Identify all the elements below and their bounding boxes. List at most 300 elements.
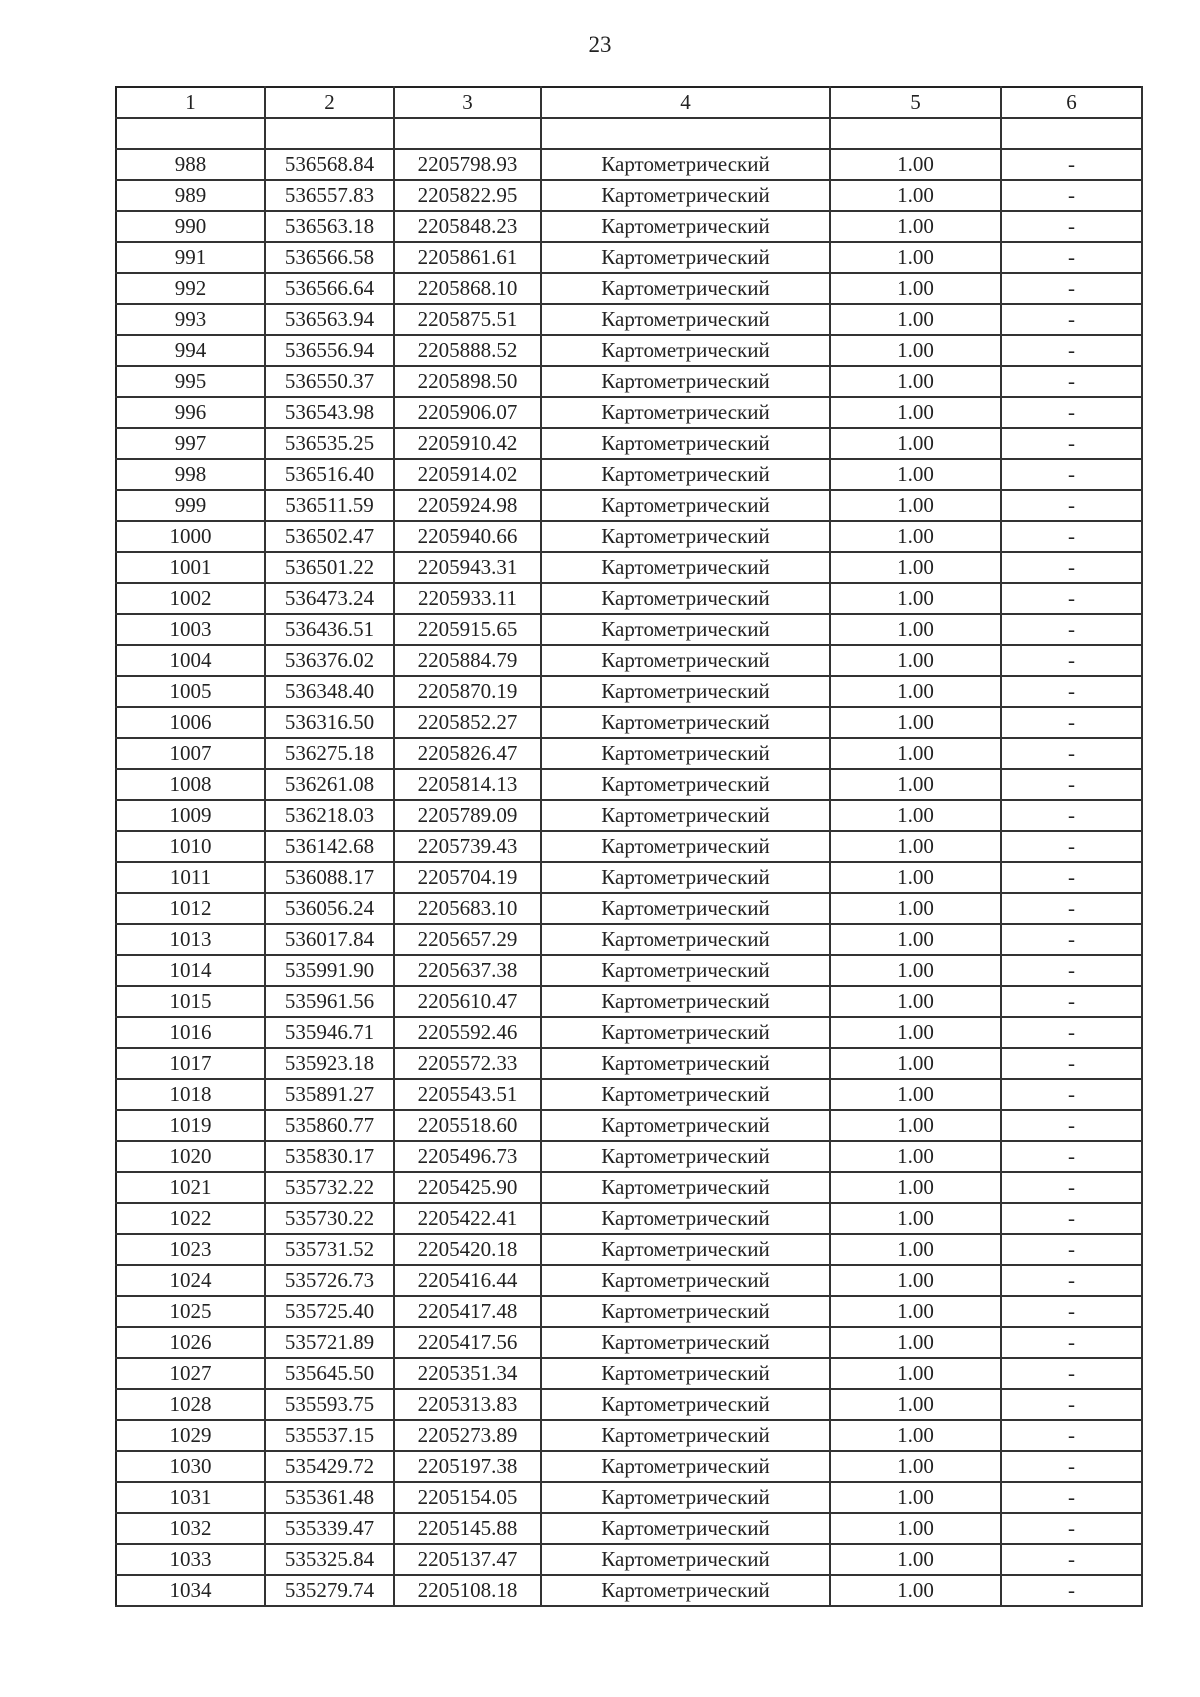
table-row xyxy=(116,614,1142,645)
x-coordinate-cell: 535730.22 xyxy=(265,1203,394,1234)
table-row xyxy=(116,1358,1142,1389)
table-row xyxy=(116,1420,1142,1451)
table-row xyxy=(116,1141,1142,1172)
y-coordinate-cell: 2205822.95 xyxy=(394,180,541,211)
table-row xyxy=(116,1482,1142,1513)
accuracy-cell: 1.00 xyxy=(830,335,1001,366)
method-cell: Картометрический xyxy=(541,1110,830,1141)
table-row xyxy=(116,1389,1142,1420)
x-coordinate-cell: 536563.94 xyxy=(265,304,394,335)
accuracy-cell: 1.00 xyxy=(830,1358,1001,1389)
accuracy-cell: 1.00 xyxy=(830,831,1001,862)
table-row xyxy=(116,149,1142,180)
accuracy-cell: 1.00 xyxy=(830,862,1001,893)
accuracy-cell: 1.00 xyxy=(830,242,1001,273)
table-row xyxy=(116,1513,1142,1544)
accuracy-cell: 1.00 xyxy=(830,614,1001,645)
method-cell: Картометрический xyxy=(541,459,830,490)
accuracy-cell: 1.00 xyxy=(830,676,1001,707)
table-row xyxy=(116,521,1142,552)
y-coordinate-cell: 2205848.23 xyxy=(394,211,541,242)
x-coordinate-cell: 535593.75 xyxy=(265,1389,394,1420)
y-coordinate-cell: 2205940.66 xyxy=(394,521,541,552)
point-number-cell: 1002 xyxy=(116,583,265,614)
accuracy-cell: 1.00 xyxy=(830,273,1001,304)
y-coordinate-cell: 2205814.13 xyxy=(394,769,541,800)
method-cell: Картометрический xyxy=(541,986,830,1017)
x-coordinate-cell: 536557.83 xyxy=(265,180,394,211)
x-coordinate-cell: 536550.37 xyxy=(265,366,394,397)
accuracy-cell: 1.00 xyxy=(830,1296,1001,1327)
x-coordinate-cell: 535732.22 xyxy=(265,1172,394,1203)
table-row xyxy=(116,180,1142,211)
point-number-cell: 1004 xyxy=(116,645,265,676)
column-header: 4 xyxy=(541,87,830,118)
description-cell: - xyxy=(1001,707,1142,738)
x-coordinate-cell: 536556.94 xyxy=(265,335,394,366)
y-coordinate-cell: 2205313.83 xyxy=(394,1389,541,1420)
x-coordinate-cell: 536275.18 xyxy=(265,738,394,769)
x-coordinate-cell: 536017.84 xyxy=(265,924,394,955)
y-coordinate-cell: 2205789.09 xyxy=(394,800,541,831)
description-cell: - xyxy=(1001,1451,1142,1482)
y-coordinate-cell: 2205924.98 xyxy=(394,490,541,521)
y-coordinate-cell: 2205273.89 xyxy=(394,1420,541,1451)
method-cell: Картометрический xyxy=(541,645,830,676)
description-cell: - xyxy=(1001,1513,1142,1544)
x-coordinate-cell: 536511.59 xyxy=(265,490,394,521)
description-cell: - xyxy=(1001,1079,1142,1110)
point-number-cell: 1005 xyxy=(116,676,265,707)
method-cell: Картометрический xyxy=(541,1017,830,1048)
y-coordinate-cell: 2205197.38 xyxy=(394,1451,541,1482)
y-coordinate-cell: 2205420.18 xyxy=(394,1234,541,1265)
x-coordinate-cell: 535279.74 xyxy=(265,1575,394,1606)
description-cell: - xyxy=(1001,428,1142,459)
point-number-cell: 989 xyxy=(116,180,265,211)
method-cell: Картометрический xyxy=(541,242,830,273)
accuracy-cell: 1.00 xyxy=(830,645,1001,676)
y-coordinate-cell: 2205637.38 xyxy=(394,955,541,986)
point-number-cell: 1019 xyxy=(116,1110,265,1141)
y-coordinate-cell: 2205704.19 xyxy=(394,862,541,893)
y-coordinate-cell: 2205739.43 xyxy=(394,831,541,862)
y-coordinate-cell: 2205422.41 xyxy=(394,1203,541,1234)
table-row xyxy=(116,273,1142,304)
accuracy-cell: 1.00 xyxy=(830,304,1001,335)
table-row xyxy=(116,211,1142,242)
point-number-cell: 996 xyxy=(116,397,265,428)
method-cell: Картометрический xyxy=(541,552,830,583)
y-coordinate-cell: 2205933.11 xyxy=(394,583,541,614)
point-number-cell: 991 xyxy=(116,242,265,273)
x-coordinate-cell: 536501.22 xyxy=(265,552,394,583)
x-coordinate-cell: 536261.08 xyxy=(265,769,394,800)
description-cell: - xyxy=(1001,211,1142,242)
table-row xyxy=(116,1234,1142,1265)
y-coordinate-cell: 2205943.31 xyxy=(394,552,541,583)
description-cell: - xyxy=(1001,1327,1142,1358)
y-coordinate-cell: 2205416.44 xyxy=(394,1265,541,1296)
y-coordinate-cell: 2205915.65 xyxy=(394,614,541,645)
method-cell: Картометрический xyxy=(541,924,830,955)
method-cell: Картометрический xyxy=(541,1544,830,1575)
x-coordinate-cell: 536348.40 xyxy=(265,676,394,707)
description-cell: - xyxy=(1001,490,1142,521)
accuracy-cell: 1.00 xyxy=(830,490,1001,521)
method-cell: Картометрический xyxy=(541,366,830,397)
accuracy-cell: 1.00 xyxy=(830,1141,1001,1172)
method-cell: Картометрический xyxy=(541,1358,830,1389)
y-coordinate-cell: 2205906.07 xyxy=(394,397,541,428)
method-cell: Картометрический xyxy=(541,1048,830,1079)
table-row xyxy=(116,1451,1142,1482)
y-coordinate-cell: 2205417.48 xyxy=(394,1296,541,1327)
table-body xyxy=(116,149,1142,1606)
x-coordinate-cell: 535731.52 xyxy=(265,1234,394,1265)
y-coordinate-cell: 2205496.73 xyxy=(394,1141,541,1172)
y-coordinate-cell: 2205683.10 xyxy=(394,893,541,924)
method-cell: Картометрический xyxy=(541,397,830,428)
point-number-cell: 1012 xyxy=(116,893,265,924)
y-coordinate-cell: 2205610.47 xyxy=(394,986,541,1017)
accuracy-cell: 1.00 xyxy=(830,552,1001,583)
point-number-cell: 1023 xyxy=(116,1234,265,1265)
accuracy-cell: 1.00 xyxy=(830,1048,1001,1079)
x-coordinate-cell: 535361.48 xyxy=(265,1482,394,1513)
y-coordinate-cell: 2205914.02 xyxy=(394,459,541,490)
description-cell: - xyxy=(1001,1389,1142,1420)
description-cell: - xyxy=(1001,1048,1142,1079)
table-row xyxy=(116,1296,1142,1327)
table-row xyxy=(116,490,1142,521)
point-number-cell: 997 xyxy=(116,428,265,459)
x-coordinate-cell: 536376.02 xyxy=(265,645,394,676)
y-coordinate-cell: 2205888.52 xyxy=(394,335,541,366)
x-coordinate-cell: 536566.64 xyxy=(265,273,394,304)
x-coordinate-cell: 536218.03 xyxy=(265,800,394,831)
point-number-cell: 1001 xyxy=(116,552,265,583)
table-row xyxy=(116,800,1142,831)
point-number-cell: 1026 xyxy=(116,1327,265,1358)
table-row xyxy=(116,1172,1142,1203)
description-cell: - xyxy=(1001,149,1142,180)
accuracy-cell: 1.00 xyxy=(830,397,1001,428)
method-cell: Картометрический xyxy=(541,955,830,986)
point-number-cell: 994 xyxy=(116,335,265,366)
y-coordinate-cell: 2205572.33 xyxy=(394,1048,541,1079)
point-number-cell: 1017 xyxy=(116,1048,265,1079)
description-cell: - xyxy=(1001,955,1142,986)
accuracy-cell: 1.00 xyxy=(830,707,1001,738)
point-number-cell: 1032 xyxy=(116,1513,265,1544)
x-coordinate-cell: 535946.71 xyxy=(265,1017,394,1048)
description-cell: - xyxy=(1001,676,1142,707)
y-coordinate-cell: 2205798.93 xyxy=(394,149,541,180)
accuracy-cell: 1.00 xyxy=(830,955,1001,986)
table-header-row xyxy=(116,87,1142,118)
point-number-cell: 988 xyxy=(116,149,265,180)
description-cell: - xyxy=(1001,304,1142,335)
table-row xyxy=(116,1327,1142,1358)
y-coordinate-cell: 2205417.56 xyxy=(394,1327,541,1358)
empty-cell xyxy=(394,118,541,149)
method-cell: Картометрический xyxy=(541,1296,830,1327)
y-coordinate-cell: 2205154.05 xyxy=(394,1482,541,1513)
point-number-cell: 1014 xyxy=(116,955,265,986)
point-number-cell: 1022 xyxy=(116,1203,265,1234)
method-cell: Картометрический xyxy=(541,1203,830,1234)
method-cell: Картометрический xyxy=(541,273,830,304)
y-coordinate-cell: 2205351.34 xyxy=(394,1358,541,1389)
point-number-cell: 1028 xyxy=(116,1389,265,1420)
accuracy-cell: 1.00 xyxy=(830,1513,1001,1544)
method-cell: Картометрический xyxy=(541,707,830,738)
point-number-cell: 1021 xyxy=(116,1172,265,1203)
accuracy-cell: 1.00 xyxy=(830,1482,1001,1513)
point-number-cell: 992 xyxy=(116,273,265,304)
method-cell: Картометрический xyxy=(541,1234,830,1265)
x-coordinate-cell: 536436.51 xyxy=(265,614,394,645)
description-cell: - xyxy=(1001,459,1142,490)
table-row xyxy=(116,1203,1142,1234)
description-cell: - xyxy=(1001,242,1142,273)
y-coordinate-cell: 2205518.60 xyxy=(394,1110,541,1141)
accuracy-cell: 1.00 xyxy=(830,986,1001,1017)
y-coordinate-cell: 2205543.51 xyxy=(394,1079,541,1110)
table-row xyxy=(116,1110,1142,1141)
y-coordinate-cell: 2205826.47 xyxy=(394,738,541,769)
page-number: 23 xyxy=(588,32,612,57)
point-number-cell: 1034 xyxy=(116,1575,265,1606)
table-row xyxy=(116,645,1142,676)
description-cell: - xyxy=(1001,521,1142,552)
table-row xyxy=(116,831,1142,862)
description-cell: - xyxy=(1001,397,1142,428)
accuracy-cell: 1.00 xyxy=(830,1327,1001,1358)
table-row xyxy=(116,955,1142,986)
point-number-cell: 1006 xyxy=(116,707,265,738)
point-number-cell: 1003 xyxy=(116,614,265,645)
method-cell: Картометрический xyxy=(541,800,830,831)
point-number-cell: 1016 xyxy=(116,1017,265,1048)
method-cell: Картометрический xyxy=(541,676,830,707)
y-coordinate-cell: 2205852.27 xyxy=(394,707,541,738)
x-coordinate-cell: 535339.47 xyxy=(265,1513,394,1544)
accuracy-cell: 1.00 xyxy=(830,1544,1001,1575)
y-coordinate-cell: 2205910.42 xyxy=(394,428,541,459)
method-cell: Картометрический xyxy=(541,738,830,769)
method-cell: Картометрический xyxy=(541,769,830,800)
point-number-cell: 1024 xyxy=(116,1265,265,1296)
accuracy-cell: 1.00 xyxy=(830,1017,1001,1048)
table-row xyxy=(116,769,1142,800)
y-coordinate-cell: 2205861.61 xyxy=(394,242,541,273)
y-coordinate-cell: 2205868.10 xyxy=(394,273,541,304)
accuracy-cell: 1.00 xyxy=(830,583,1001,614)
method-cell: Картометрический xyxy=(541,1513,830,1544)
y-coordinate-cell: 2205425.90 xyxy=(394,1172,541,1203)
point-number-cell: 998 xyxy=(116,459,265,490)
point-number-cell: 1013 xyxy=(116,924,265,955)
method-cell: Картометрический xyxy=(541,831,830,862)
x-coordinate-cell: 535725.40 xyxy=(265,1296,394,1327)
accuracy-cell: 1.00 xyxy=(830,769,1001,800)
table-row xyxy=(116,924,1142,955)
description-cell: - xyxy=(1001,552,1142,583)
x-coordinate-cell: 536316.50 xyxy=(265,707,394,738)
x-coordinate-cell: 535429.72 xyxy=(265,1451,394,1482)
description-cell: - xyxy=(1001,1482,1142,1513)
x-coordinate-cell: 535891.27 xyxy=(265,1079,394,1110)
x-coordinate-cell: 536543.98 xyxy=(265,397,394,428)
point-number-cell: 1009 xyxy=(116,800,265,831)
table-row xyxy=(116,335,1142,366)
method-cell: Картометрический xyxy=(541,1575,830,1606)
table-row xyxy=(116,738,1142,769)
method-cell: Картометрический xyxy=(541,1482,830,1513)
accuracy-cell: 1.00 xyxy=(830,893,1001,924)
point-number-cell: 1027 xyxy=(116,1358,265,1389)
method-cell: Картометрический xyxy=(541,428,830,459)
point-number-cell: 1020 xyxy=(116,1141,265,1172)
table-row xyxy=(116,676,1142,707)
accuracy-cell: 1.00 xyxy=(830,1420,1001,1451)
description-cell: - xyxy=(1001,273,1142,304)
description-cell: - xyxy=(1001,1017,1142,1048)
point-number-cell: 1031 xyxy=(116,1482,265,1513)
description-cell: - xyxy=(1001,1110,1142,1141)
x-coordinate-cell: 536502.47 xyxy=(265,521,394,552)
x-coordinate-cell: 535721.89 xyxy=(265,1327,394,1358)
table-row xyxy=(116,707,1142,738)
x-coordinate-cell: 535325.84 xyxy=(265,1544,394,1575)
column-header: 3 xyxy=(394,87,541,118)
description-cell: - xyxy=(1001,800,1142,831)
accuracy-cell: 1.00 xyxy=(830,1172,1001,1203)
point-number-cell: 1015 xyxy=(116,986,265,1017)
table-row xyxy=(116,1575,1142,1606)
description-cell: - xyxy=(1001,1575,1142,1606)
accuracy-cell: 1.00 xyxy=(830,924,1001,955)
x-coordinate-cell: 535537.15 xyxy=(265,1420,394,1451)
method-cell: Картометрический xyxy=(541,1265,830,1296)
x-coordinate-cell: 535923.18 xyxy=(265,1048,394,1079)
x-coordinate-cell: 536563.18 xyxy=(265,211,394,242)
description-cell: - xyxy=(1001,862,1142,893)
coordinates-table xyxy=(115,86,1143,1607)
description-cell: - xyxy=(1001,645,1142,676)
point-number-cell: 999 xyxy=(116,490,265,521)
accuracy-cell: 1.00 xyxy=(830,180,1001,211)
method-cell: Картометрический xyxy=(541,180,830,211)
description-cell: - xyxy=(1001,831,1142,862)
y-coordinate-cell: 2205898.50 xyxy=(394,366,541,397)
accuracy-cell: 1.00 xyxy=(830,366,1001,397)
description-cell: - xyxy=(1001,769,1142,800)
y-coordinate-cell: 2205657.29 xyxy=(394,924,541,955)
x-coordinate-cell: 535860.77 xyxy=(265,1110,394,1141)
description-cell: - xyxy=(1001,366,1142,397)
y-coordinate-cell: 2205870.19 xyxy=(394,676,541,707)
accuracy-cell: 1.00 xyxy=(830,1203,1001,1234)
table-row xyxy=(116,893,1142,924)
y-coordinate-cell: 2205875.51 xyxy=(394,304,541,335)
table-row xyxy=(116,459,1142,490)
description-cell: - xyxy=(1001,738,1142,769)
empty-cell xyxy=(116,118,265,149)
table-row xyxy=(116,1017,1142,1048)
method-cell: Картометрический xyxy=(541,893,830,924)
method-cell: Картометрический xyxy=(541,1141,830,1172)
method-cell: Картометрический xyxy=(541,521,830,552)
description-cell: - xyxy=(1001,924,1142,955)
accuracy-cell: 1.00 xyxy=(830,1265,1001,1296)
table-row xyxy=(116,583,1142,614)
y-coordinate-cell: 2205137.47 xyxy=(394,1544,541,1575)
table-row xyxy=(116,1265,1142,1296)
y-coordinate-cell: 2205145.88 xyxy=(394,1513,541,1544)
point-number-cell: 993 xyxy=(116,304,265,335)
description-cell: - xyxy=(1001,1234,1142,1265)
table-row xyxy=(116,366,1142,397)
description-cell: - xyxy=(1001,1203,1142,1234)
description-cell: - xyxy=(1001,1296,1142,1327)
point-number-cell: 1010 xyxy=(116,831,265,862)
accuracy-cell: 1.00 xyxy=(830,1451,1001,1482)
empty-spacer-row xyxy=(116,118,1142,149)
table-row xyxy=(116,428,1142,459)
description-cell: - xyxy=(1001,614,1142,645)
description-cell: - xyxy=(1001,583,1142,614)
description-cell: - xyxy=(1001,180,1142,211)
accuracy-cell: 1.00 xyxy=(830,428,1001,459)
accuracy-cell: 1.00 xyxy=(830,1234,1001,1265)
method-cell: Картометрический xyxy=(541,1451,830,1482)
point-number-cell: 990 xyxy=(116,211,265,242)
method-cell: Картометрический xyxy=(541,1327,830,1358)
x-coordinate-cell: 536056.24 xyxy=(265,893,394,924)
column-header: 5 xyxy=(830,87,1001,118)
method-cell: Картометрический xyxy=(541,1389,830,1420)
method-cell: Картометрический xyxy=(541,304,830,335)
method-cell: Картометрический xyxy=(541,1079,830,1110)
column-header: 6 xyxy=(1001,87,1142,118)
accuracy-cell: 1.00 xyxy=(830,1389,1001,1420)
empty-cell xyxy=(830,118,1001,149)
table-row xyxy=(116,986,1142,1017)
accuracy-cell: 1.00 xyxy=(830,149,1001,180)
description-cell: - xyxy=(1001,986,1142,1017)
description-cell: - xyxy=(1001,1265,1142,1296)
description-cell: - xyxy=(1001,335,1142,366)
column-header: 1 xyxy=(116,87,265,118)
description-cell: - xyxy=(1001,1420,1142,1451)
x-coordinate-cell: 535645.50 xyxy=(265,1358,394,1389)
method-cell: Картометрический xyxy=(541,583,830,614)
point-number-cell: 1007 xyxy=(116,738,265,769)
point-number-cell: 1033 xyxy=(116,1544,265,1575)
empty-cell xyxy=(265,118,394,149)
x-coordinate-cell: 535726.73 xyxy=(265,1265,394,1296)
empty-cell xyxy=(541,118,830,149)
x-coordinate-cell: 536516.40 xyxy=(265,459,394,490)
table-row xyxy=(116,862,1142,893)
x-coordinate-cell: 536535.25 xyxy=(265,428,394,459)
accuracy-cell: 1.00 xyxy=(830,1575,1001,1606)
description-cell: - xyxy=(1001,1358,1142,1389)
description-cell: - xyxy=(1001,893,1142,924)
